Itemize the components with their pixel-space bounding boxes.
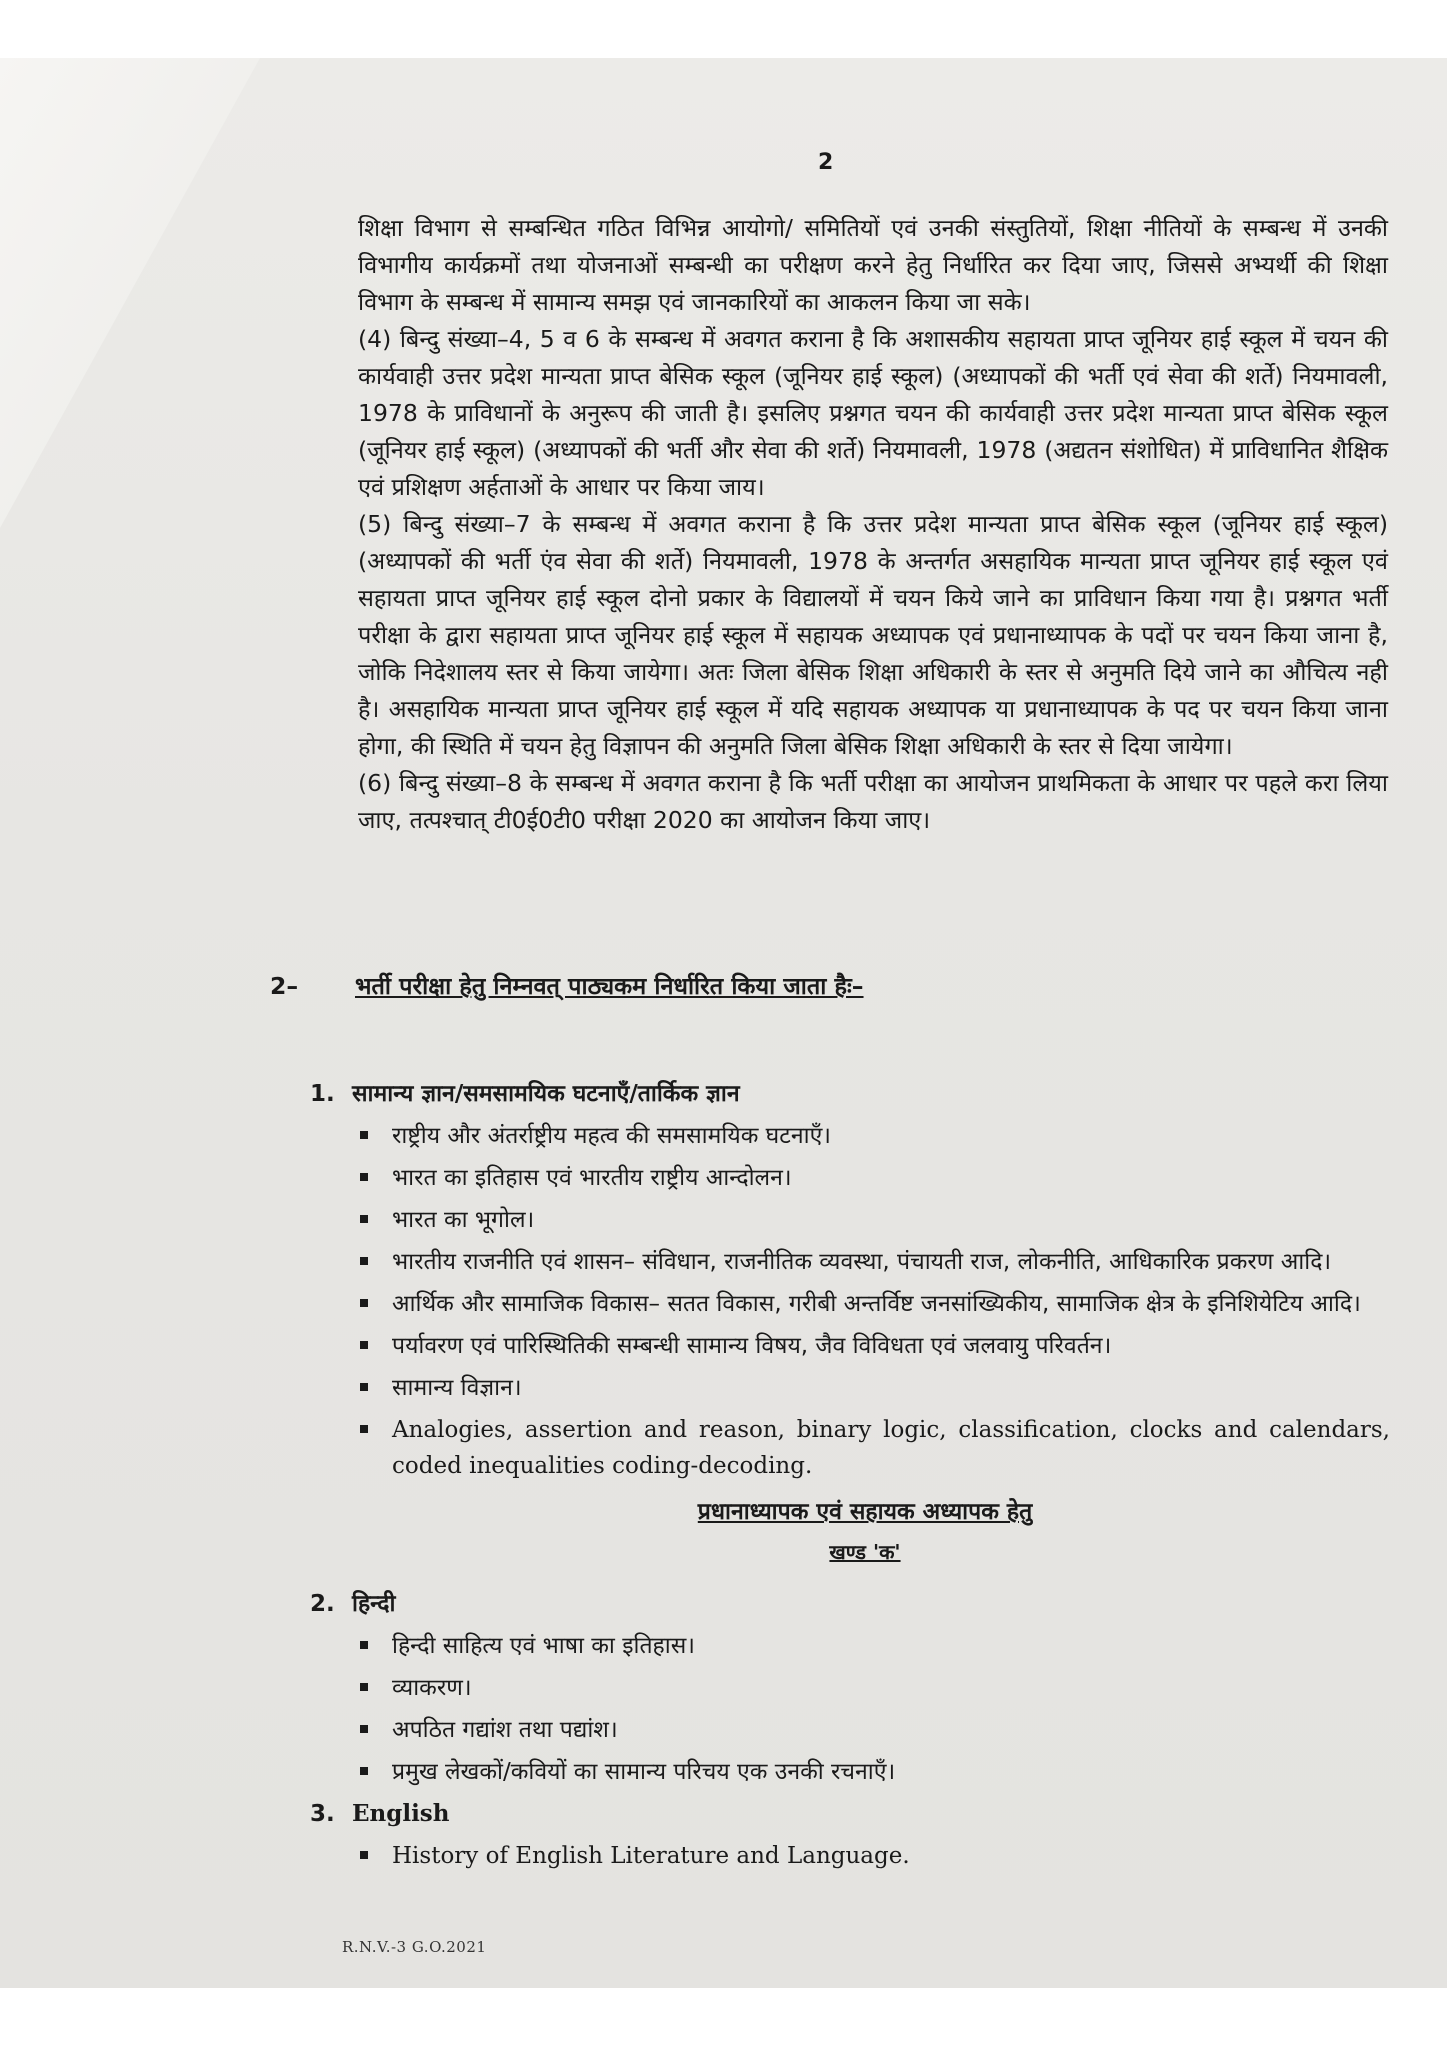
heading-section-ka: खण्ड 'क' (829, 1540, 901, 1564)
bullet-square-icon (360, 1641, 368, 1649)
list-item: आर्थिक और सामाजिक विकास– सतत विकास, गरीबी अन्तर्विष्ट जनसांख्यिकीय, सामाजिक क्षेत्र के इनिशियेटिय आदि। (352, 1286, 1390, 1322)
topic-english (300, 1796, 1390, 1874)
topic-hindi (300, 1586, 1390, 1790)
footer-reference-code: R.N.V.-3 G.O.2021 (342, 1938, 487, 1956)
list-item: व्याकरण। (352, 1670, 1390, 1706)
bullet-square-icon (360, 1725, 368, 1733)
topic-title: English (352, 1800, 450, 1827)
bullet-square-icon (360, 1341, 368, 1349)
bullet-square-icon (360, 1683, 368, 1691)
paragraph-point-5: (5) बिन्दु संख्या–7 के सम्बन्ध में अवगत कराना है कि उत्तर प्रदेश मान्यता प्राप्त बेसिक स्कूल (जूनियर हाई स्कूल) (अध्यापकों की भर्ती एंव सेवा की शर्ते) नियमावली, 1978 के अन्तर्गत असहायिक मान्यता प्राप्त जूनियर हाई स्कूल एवं सहायता प्राप्त जूनियर हाई स्कूल दोनो प्रकार के विद्यालयों में चयन किये जाने का प्राविधान किया गया है। प्रश्नगत भर्ती परीक्षा के द्वारा सहायता प्राप्त जूनियर हाई स्कूल में सहायक अध्यापक एवं प्रधानाध्यापक के पदों पर चयन किया जाना है, जोकि निदेशालय स्तर से किया जायेगा। अतः जिला बेसिक शिक्षा अधिकारी के स्तर से अनुमति दिये जाने का औचित्य नही है। असहायिक मान्यता प्राप्त जूनियर हाई स्कूल में यदि सहायक अध्यापक या प्रधानाध्यापक के पद पर चयन किया जाना होगा, की स्थिति में चयन हेतु विज्ञापन की अनुमति जिला बेसिक शिक्षा अधिकारी के स्तर से दिया जायेगा। (358, 510, 1388, 760)
list-item: History of English Literature and Language. (352, 1838, 1390, 1874)
topic-general-knowledge (300, 1076, 1390, 1484)
list-item: प्रमुख लेखकों/कवियों का सामान्य परिचय एक उनकी रचनाएँ। (352, 1754, 1390, 1790)
topic-title: सामान्य ज्ञान/समसामयिक घटनाएँ/तार्किक ज्ञान (352, 1081, 740, 1107)
topic-title: हिन्दी (352, 1591, 396, 1617)
bullet-square-icon (360, 1215, 368, 1223)
topic-number: 2. (310, 1591, 335, 1617)
section-title: भर्ती परीक्षा हेतु निम्नवत् पाठ्यकम निर्धारित किया जाता हैः– (355, 972, 864, 1000)
heading-headmaster-assistant: प्रधानाध्यापक एवं सहायक अध्यापक हेतु (697, 1499, 1033, 1525)
page-number: 2 (818, 150, 834, 175)
topic-items (352, 1838, 1390, 1874)
topic-items (352, 1628, 1390, 1790)
list-item: राष्ट्रीय और अंतर्राष्ट्रीय महत्व की समसामयिक घटनाएँ। (352, 1118, 1390, 1154)
bullet-square-icon (360, 1851, 368, 1859)
list-item: सामान्य विज्ञान। (352, 1370, 1390, 1406)
section-number: 2– (270, 972, 299, 1000)
bullet-square-icon (360, 1299, 368, 1307)
body-text (358, 210, 1388, 839)
document-page (0, 58, 1447, 1988)
list-item: भारत का इतिहास एवं भारतीय राष्ट्रीय आन्दोलन। (352, 1160, 1390, 1196)
bullet-square-icon (360, 1383, 368, 1391)
topic-number: 3. (310, 1801, 335, 1827)
page-fold-shadow (0, 58, 300, 528)
bullet-square-icon (360, 1425, 368, 1433)
list-item: Analogies, assertion and reason, binary logic, classification, clocks and calendars, coded inequalities coding-decoding. (352, 1412, 1390, 1484)
list-item: भारतीय राजनीति एवं शासन– संविधान, राजनीतिक व्यवस्था, पंचायती राज, लोकनीति, आधिकारिक प्रकरण आदि। (352, 1244, 1390, 1280)
bullet-square-icon (360, 1173, 368, 1181)
bullet-square-icon (360, 1131, 368, 1139)
paragraph-intro: शिक्षा विभाग से सम्बन्धित गठित विभिन्न आयोगो/ समितियों एवं उनकी संस्तुतियों, शिक्षा नीतियों के सम्बन्ध में उनकी विभागीय कार्यक्रमों तथा योजनाओं सम्बन्धी का परीक्षण करने हेतु निर्धारित कर दिया जाए, जिससे अभ्यर्थी की शिक्षा विभाग के सम्बन्ध में सामान्य समझ एवं जानकारियों का आकलन किया जा सके। (358, 214, 1388, 316)
list-item: भारत का भूगोल। (352, 1202, 1390, 1238)
center-headings (300, 1492, 1390, 1572)
topic-items (352, 1118, 1390, 1484)
list-item: अपठित गद्यांश तथा पद्यांश। (352, 1712, 1390, 1748)
list-item: पर्यावरण एवं पारिस्थितिकी सम्बन्धी सामान्य विषय, जैव विविधता एवं जलवायु परिवर्तन। (352, 1328, 1390, 1364)
topic-number: 1. (310, 1081, 335, 1107)
paragraph-point-4: (4) बिन्दु संख्या–4, 5 व 6 के सम्बन्ध में अवगत कराना है कि अशासकीय सहायता प्राप्त जूनियर हाई स्कूल में चयन की कार्यवाही उत्तर प्रदेश मान्यता प्राप्त बेसिक स्कूल (जूनियर हाई स्कूल) (अध्यापकों की भर्ती एवं सेवा की शर्ते) नियमावली, 1978 के प्राविधानों के अनुरूप की जाती है। इसलिए प्रश्नगत चयन की कार्यवाही उत्तर प्रदेश मान्यता प्राप्त बेसिक स्कूल (जूनियर हाई स्कूल) (अध्यापकों की भर्ती और सेवा की शर्ते) नियमावली, 1978 (अद्यतन संशोधित) में प्राविधानित शैक्षिक एवं प्रशिक्षण अर्हताओं के आधार पर किया जाय। (358, 325, 1388, 501)
syllabus-list (300, 1076, 1390, 1880)
bullet-square-icon (360, 1767, 368, 1775)
bullet-square-icon (360, 1257, 368, 1265)
list-item: हिन्दी साहित्य एवं भाषा का इतिहास। (352, 1628, 1390, 1664)
paragraph-point-6: (6) बिन्दु संख्या–8 के सम्बन्ध में अवगत कराना है कि भर्ती परीक्षा का आयोजन प्राथमिकता के आधार पर पहले करा लिया जाए, तत्पश्चात् टी0ई0टी0 परीक्षा 2020 का आयोजन किया जाए। (358, 769, 1388, 834)
